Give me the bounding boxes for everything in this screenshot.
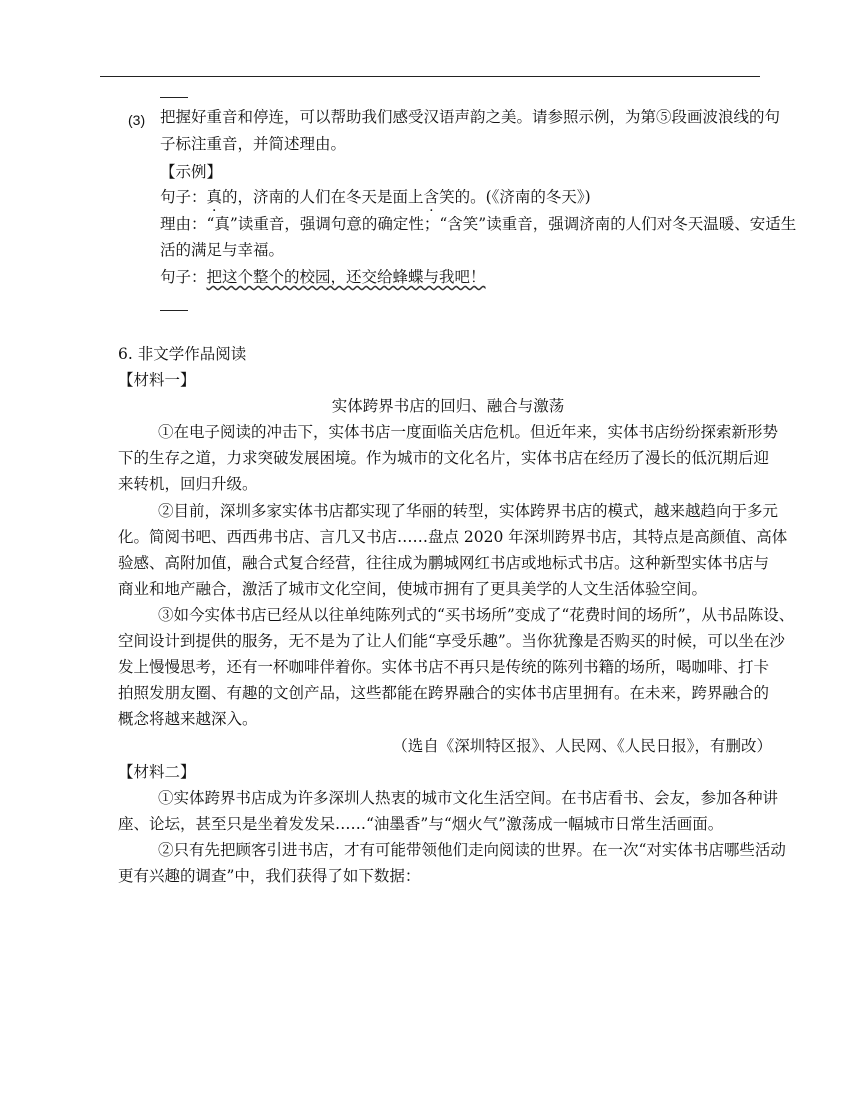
example-sentence-prefix: 句子： (160, 188, 207, 206)
paragraph2-line: 化。简阅书吧、西西弗书店、言几又书店……盘点 2020 年深圳跨界书店，其特点是高颜值、高体 (118, 528, 788, 546)
example-sentence-end: 笑的。(《济南的冬天》) (439, 188, 591, 206)
reason-line1: 理由：“真”读重音，强调句意的确定性；“含笑”读重音，强调济南的人们对冬天温暖、安适生 (160, 215, 797, 233)
answer-blank-line (160, 97, 188, 98)
paragraph1-line: 来转机，回归升级。 (118, 475, 258, 493)
question-number: (3) (128, 112, 146, 128)
stress-mark-char: 真 (206, 188, 223, 206)
material2-paragraph1-line: 座、论坛，甚至只是坐着发发呆……“油墨香”与“烟火气”激荡成一幅城市日常生活画面。 (118, 815, 724, 833)
material2-label: 【材料二】 (118, 763, 196, 781)
material2-paragraph2-line: ②只有先把顾客引进书店，才有可能带领他们走向阅读的世界。在一次“对实体书店哪些活动 (158, 841, 786, 859)
answer-blank-line (160, 310, 188, 311)
task-sentence (160, 266, 486, 288)
header-rule (100, 76, 760, 77)
task-sentence-prefix: 句子： (160, 268, 207, 286)
paragraph3-line: 空间设计到提供的服务，无不是为了让人们能“享受乐趣”。当你犹豫是否购买的时候，可以坐在沙 (118, 632, 785, 650)
material1-title: 实体跨界书店的回归、融合与激荡 (331, 397, 565, 415)
paragraph3-line: ③如今实体书店已经从以往单纯陈列式的“买书场所”变成了“花费时间的场所”，从书品陈设、 (158, 606, 795, 624)
paragraph1-line: 下的生存之道，力求突破发展困境。作为城市的文化名片，实体书店在经历了漫长的低沉期后迎 (118, 449, 770, 467)
section-heading: 6. 非文学作品阅读 (118, 345, 247, 363)
example-sentence-mid: 的，济南的人们在冬天是面上 (222, 188, 424, 206)
stress-mark-char: 含 (423, 188, 440, 206)
material1-label: 【材料一】 (118, 371, 196, 389)
source-citation: （选自《深圳特区报》、人民网、《人民日报》，有删改） (392, 737, 772, 755)
paragraph2-line: 商业和地产融合，激活了城市文化空间，使城市拥有了更具美学的人文生活体验空间。 (118, 580, 708, 598)
paragraph2-line: ②目前，深圳多家实体书店都实现了华丽的转型，实体跨界书店的模式，越来越趋向于多元 (158, 502, 779, 520)
paragraph1-line: ①在电子阅读的冲击下，实体书店一度面临关店危机。但近年来，实体书店纷纷探索新形势 (158, 423, 779, 441)
reason-line2: 活的满足与幸福。 (160, 241, 285, 259)
question-prompt-line2: 子标注重音，并简述理由。 (160, 135, 347, 153)
example-label: 【示例】 (160, 163, 223, 181)
material2-paragraph1-line: ①实体跨界书店成为许多深圳人热衷的城市文化生活空间。在书店看书、会友，参加各种讲 (158, 789, 779, 807)
example-sentence (160, 186, 591, 208)
paragraph3-line: 拍照发朋友圈、有趣的文创产品，这些都能在跨界融合的实体书店里拥有。在未来，跨界融合的 (118, 684, 770, 702)
paragraph2-line: 验感、高附加值，融合式复合经营，往往成为鹏城网红书店或地标式书店。这种新型实体书店与 (118, 554, 770, 572)
paragraph3-line: 概念将越来越深入。 (118, 710, 258, 728)
question-prompt-line1: 把握好重音和停连，可以帮助我们感受汉语声韵之美。请参照示例，为第⑤段画波浪线的句 (160, 108, 781, 126)
material2-paragraph2-line: 更有兴趣的调查”中，我们获得了如下数据： (118, 867, 421, 885)
task-sentence-text: 把这个整个的校园，还交给蜂蝶与我吧！ (206, 268, 486, 286)
paragraph3-line: 发上慢慢思考，还有一杯咖啡伴着你。实体书店不再只是传统的陈列书籍的场所，喝咖啡、打卡 (118, 658, 770, 676)
